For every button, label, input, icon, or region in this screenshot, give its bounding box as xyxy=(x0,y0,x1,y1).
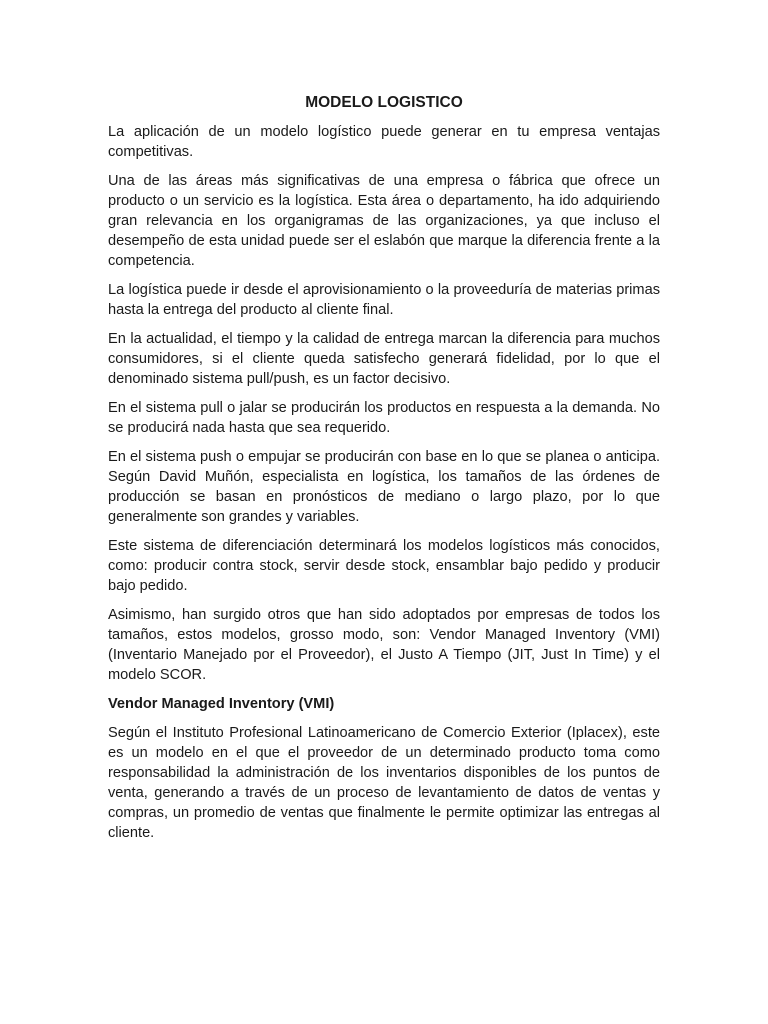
paragraph-vmi-definition: Según el Instituto Profesional Latinoamericano de Comercio Exterior (Iplacex), este es un modelo en el que el proveedor de un determinado producto toma como responsabilidad la administración de los inventarios disponibles de los puntos de venta, generando a través de un proceso de levantamiento de datos de ventas y compras, un promedio de ventas que finalmente le permite optimizar las entregas al cliente. xyxy=(108,725,660,841)
document-page xyxy=(108,93,660,852)
paragraph-pull-push: En la actualidad, el tiempo y la calidad de entrega marcan la diferencia para muchos consumidores, si el cliente queda satisfecho generará fidelidad, por lo que el denominado sistema pull/push, es un factor decisivo. xyxy=(108,331,660,387)
paragraph-logistics-scope: La logística puede ir desde el aprovisionamiento o la proveeduría de materias primas hasta la entrega del producto al cliente final. xyxy=(108,282,660,318)
section-heading-vmi: Vendor Managed Inventory (VMI) xyxy=(108,696,335,712)
paragraph-pull-system: En el sistema pull o jalar se producirán los productos en respuesta a la demanda. No se producirá nada hasta que sea requerido. xyxy=(108,400,660,436)
paragraph-intro: La aplicación de un modelo logístico puede generar en tu empresa ventajas competitivas. xyxy=(108,124,660,160)
paragraph-other-models: Asimismo, han surgido otros que han sido adoptados por empresas de todos los tamaños, estos modelos, grosso modo, son: Vendor Managed Inventory (VMI) (Inventario Manejado por el Proveedor), el Justo A Tiempo (JIT, Just In Time) y el modelo SCOR. xyxy=(108,607,660,683)
document-title: MODELO LOGISTICO xyxy=(305,94,463,111)
paragraph-logistic-models: Este sistema de diferenciación determinará los modelos logísticos más conocidos, como: producir contra stock, servir desde stock, ensamblar bajo pedido y producir bajo pedido. xyxy=(108,538,660,594)
paragraph-logistics-area: Una de las áreas más significativas de una empresa o fábrica que ofrece un producto o un servicio es la logística. Esta área o departamento, ha ido adquiriendo gran relevancia en los organigramas de las organizaciones, ya que incluso el desempeño de esta unidad puede ser el eslabón que marque la diferencia frente a la competencia. xyxy=(108,173,660,269)
paragraph-push-system: En el sistema push o empujar se producirán con base en lo que se planea o anticipa. Según David Muñón, especialista en logística, los tamaños de las órdenes de producción se basan en pronósticos de mediano o largo plazo, por lo que generalmente son grandes y variables. xyxy=(108,449,660,525)
